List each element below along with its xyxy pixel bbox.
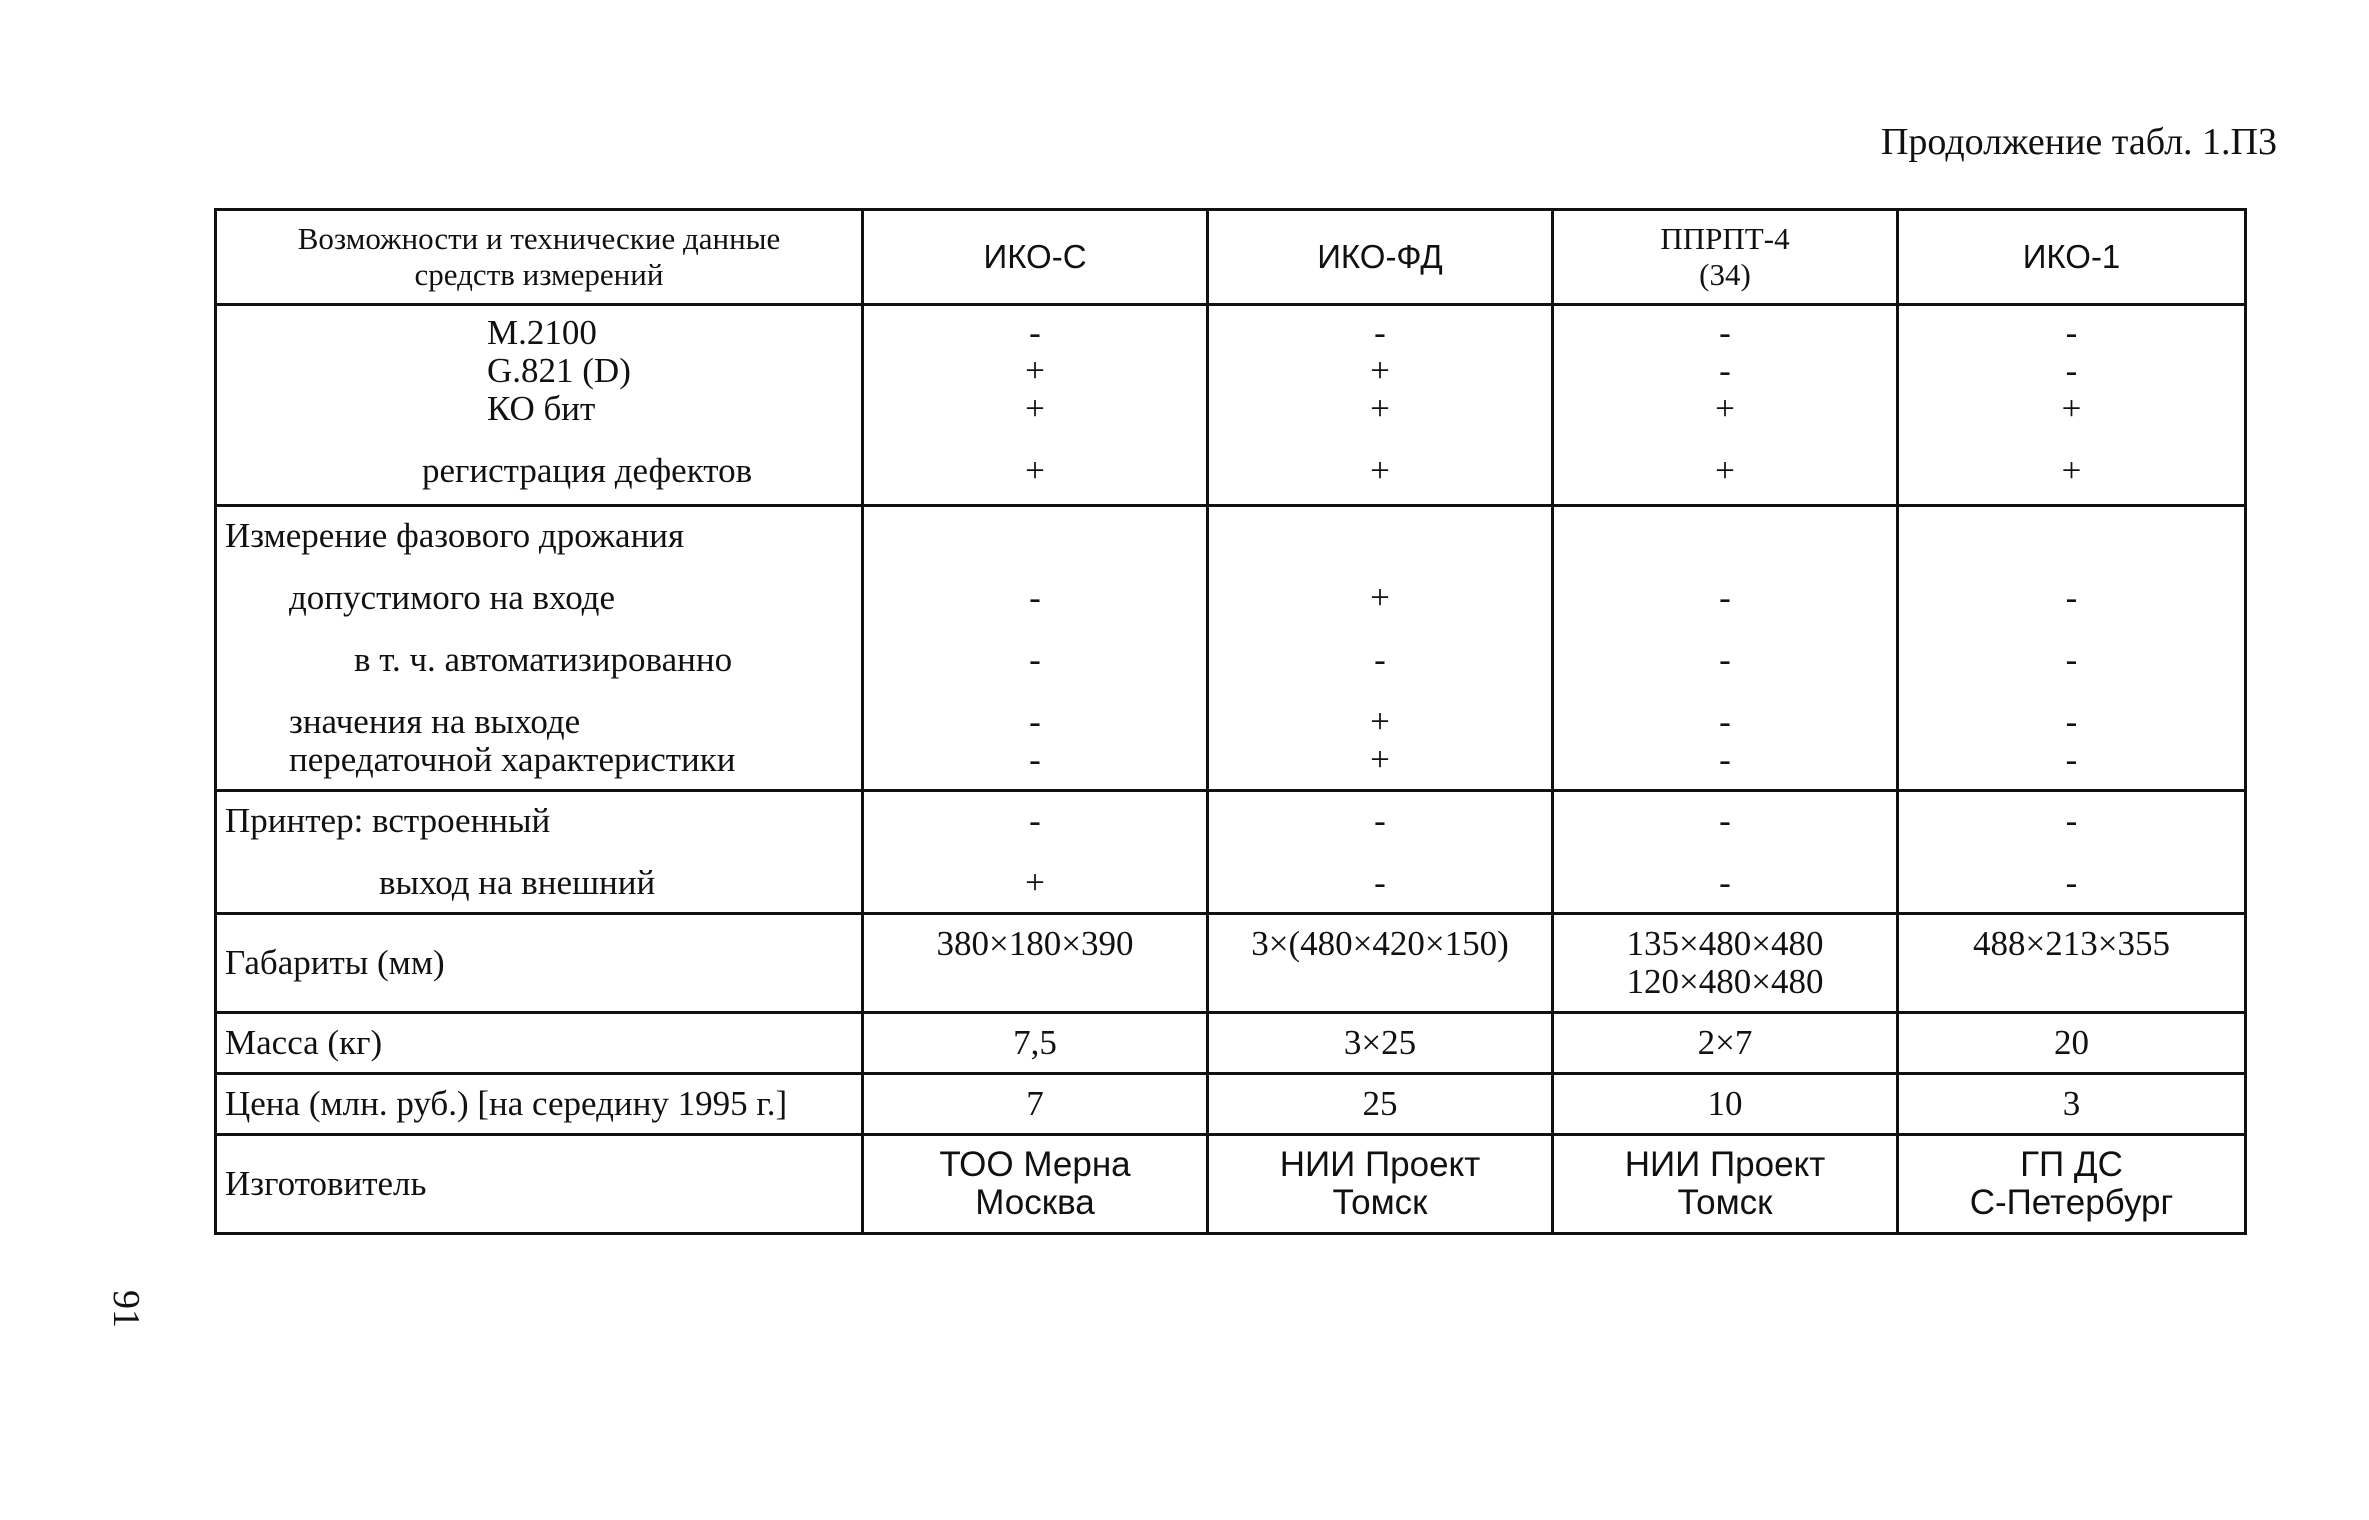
sec2-col2 — [1208, 506, 1553, 791]
cell-value: - — [2065, 313, 2078, 352]
cell-value: - — [1029, 740, 1041, 779]
cell-value: - — [1029, 702, 1041, 741]
header-col-pprpt — [1553, 210, 1898, 305]
table-row — [216, 305, 2246, 506]
sec3-col2 — [1208, 791, 1553, 914]
table-row — [216, 914, 2246, 1013]
page-number: 91 — [105, 1290, 147, 1328]
maker-label-cell — [216, 1135, 863, 1234]
spec-table — [214, 208, 2247, 1235]
cell-value: - — [2065, 863, 2078, 902]
header-col-iko-1: ИКО-1 — [1898, 210, 2246, 305]
cell-value: - — [1719, 313, 1731, 352]
dims-col1: 380×180×390 — [863, 914, 1208, 1013]
header-col-iko-fd: ИКО-ФД — [1208, 210, 1553, 305]
table-row — [216, 791, 2246, 914]
sec3-labels — [216, 791, 863, 914]
mass-col4: 20 — [1898, 1013, 2246, 1074]
sec1-col4 — [1898, 305, 2246, 506]
cell-value: - — [1029, 578, 1041, 617]
mass-label-cell — [216, 1013, 863, 1074]
maker-col2: НИИ Проект Томск — [1208, 1135, 1553, 1234]
cell-value: - — [1719, 801, 1731, 840]
sec2-label-input: допустимого на входе — [289, 578, 616, 617]
sec2-labels — [216, 506, 863, 791]
sec3-col1 — [863, 791, 1208, 914]
cell-value: - — [1374, 640, 1386, 679]
cell-value: - — [2065, 640, 2078, 679]
sec3-label-builtin: Принтер: встроенный — [225, 801, 551, 840]
price-col1: 7 — [863, 1074, 1208, 1135]
cell-value: + — [2061, 389, 2082, 428]
maker-col1: ТОО Мерна Москва — [863, 1135, 1208, 1234]
mass-col1: 7,5 — [863, 1013, 1208, 1074]
cell-value: + — [1370, 578, 1390, 617]
cell-value: - — [1719, 640, 1731, 679]
maker-col3: НИИ Проект Томск — [1553, 1135, 1898, 1234]
header-label-cell — [216, 210, 863, 305]
cell-value: - — [1719, 740, 1731, 779]
cell-value: - — [1719, 863, 1731, 902]
price-label-cell — [216, 1074, 863, 1135]
cell-value: - — [2065, 801, 2078, 840]
sec1-label-g821: G.821 (D) — [487, 351, 631, 390]
cell-value: - — [1029, 313, 1041, 352]
cell-value: - — [1029, 640, 1041, 679]
cell-value: + — [1715, 389, 1735, 428]
dims-label-cell — [216, 914, 863, 1013]
header-col-iko-s: ИКО-С — [863, 210, 1208, 305]
cell-value: + — [1715, 451, 1735, 490]
sec2-label-transfer: передаточной характеристики — [289, 740, 736, 779]
header-label-line1: Возможности и технические данные — [297, 221, 781, 256]
cell-value: + — [1370, 451, 1390, 490]
header-col3-line2: (34) — [1699, 257, 1751, 292]
table-row — [216, 1135, 2246, 1234]
cell-value: + — [1025, 389, 1045, 428]
dims-col4: 488×213×355 — [1898, 914, 2246, 1013]
sec1-label-m2100: M.2100 — [487, 313, 597, 352]
sec1-label-defects: регистрация дефектов — [422, 451, 753, 490]
cell-value: - — [2065, 740, 2078, 779]
cell-value: - — [2065, 351, 2078, 390]
cell-value: - — [2065, 702, 2078, 741]
sec2-col1 — [863, 506, 1208, 791]
sec2-title: Измерение фазового дрожания — [225, 516, 685, 555]
cell-value: + — [1370, 702, 1390, 741]
cell-value: + — [1025, 351, 1045, 390]
table-row — [216, 1074, 2246, 1135]
mass-col3: 2×7 — [1553, 1013, 1898, 1074]
sec2-label-auto: в т. ч. автоматизированно — [354, 640, 733, 679]
cell-value: - — [1374, 313, 1386, 352]
cell-value: - — [1029, 801, 1041, 840]
header-label-line2: средств измерений — [414, 257, 664, 292]
sec1-col3 — [1553, 305, 1898, 506]
dims-col2: 3×(480×420×150) — [1208, 914, 1553, 1013]
cell-value: + — [1370, 351, 1390, 390]
sec2-col4 — [1898, 506, 2246, 791]
sec1-label-ko-bit: КО бит — [487, 389, 596, 428]
sec2-col3 — [1553, 506, 1898, 791]
mass-col2: 3×25 — [1208, 1013, 1553, 1074]
cell-value: - — [1374, 863, 1386, 902]
sec2-label-output: значения на выходе — [289, 702, 581, 741]
cell-value: + — [1025, 451, 1045, 490]
table-row — [216, 1013, 2246, 1074]
cell-value: - — [1374, 801, 1386, 840]
table-caption: Продолжение табл. 1.П3 — [1880, 121, 2277, 163]
price-col3: 10 — [1553, 1074, 1898, 1135]
cell-value: + — [1370, 389, 1390, 428]
sec1-labels — [216, 305, 863, 506]
cell-value: - — [1719, 702, 1731, 741]
sec3-col4 — [1898, 791, 2246, 914]
maker-label: Изготовитель — [225, 1164, 427, 1203]
dims-col3: 135×480×480 120×480×480 — [1553, 914, 1898, 1013]
header-col3-line1: ППРПТ-4 — [1660, 221, 1790, 256]
dims-label: Габариты (мм) — [225, 943, 445, 982]
sec3-label-external: выход на внешний — [379, 863, 656, 902]
price-label: Цена (млн. руб.) [на середину 1995 г.] — [225, 1084, 788, 1123]
header-row — [216, 210, 2246, 305]
mass-label: Масса (кг) — [225, 1023, 383, 1062]
cell-value: - — [1719, 578, 1731, 617]
cell-value: + — [1025, 863, 1045, 902]
sec1-col2 — [1208, 305, 1553, 506]
price-col2: 25 — [1208, 1074, 1553, 1135]
price-col4: 3 — [1898, 1074, 2246, 1135]
cell-value: + — [1370, 740, 1390, 779]
sec3-col3 — [1553, 791, 1898, 914]
cell-value: + — [2061, 451, 2082, 490]
cell-value: - — [2065, 578, 2078, 617]
sec1-col1 — [863, 305, 1208, 506]
cell-value: - — [1719, 351, 1731, 390]
maker-col4: ГП ДС С-Петербург — [1898, 1135, 2246, 1234]
table-row — [216, 506, 2246, 791]
